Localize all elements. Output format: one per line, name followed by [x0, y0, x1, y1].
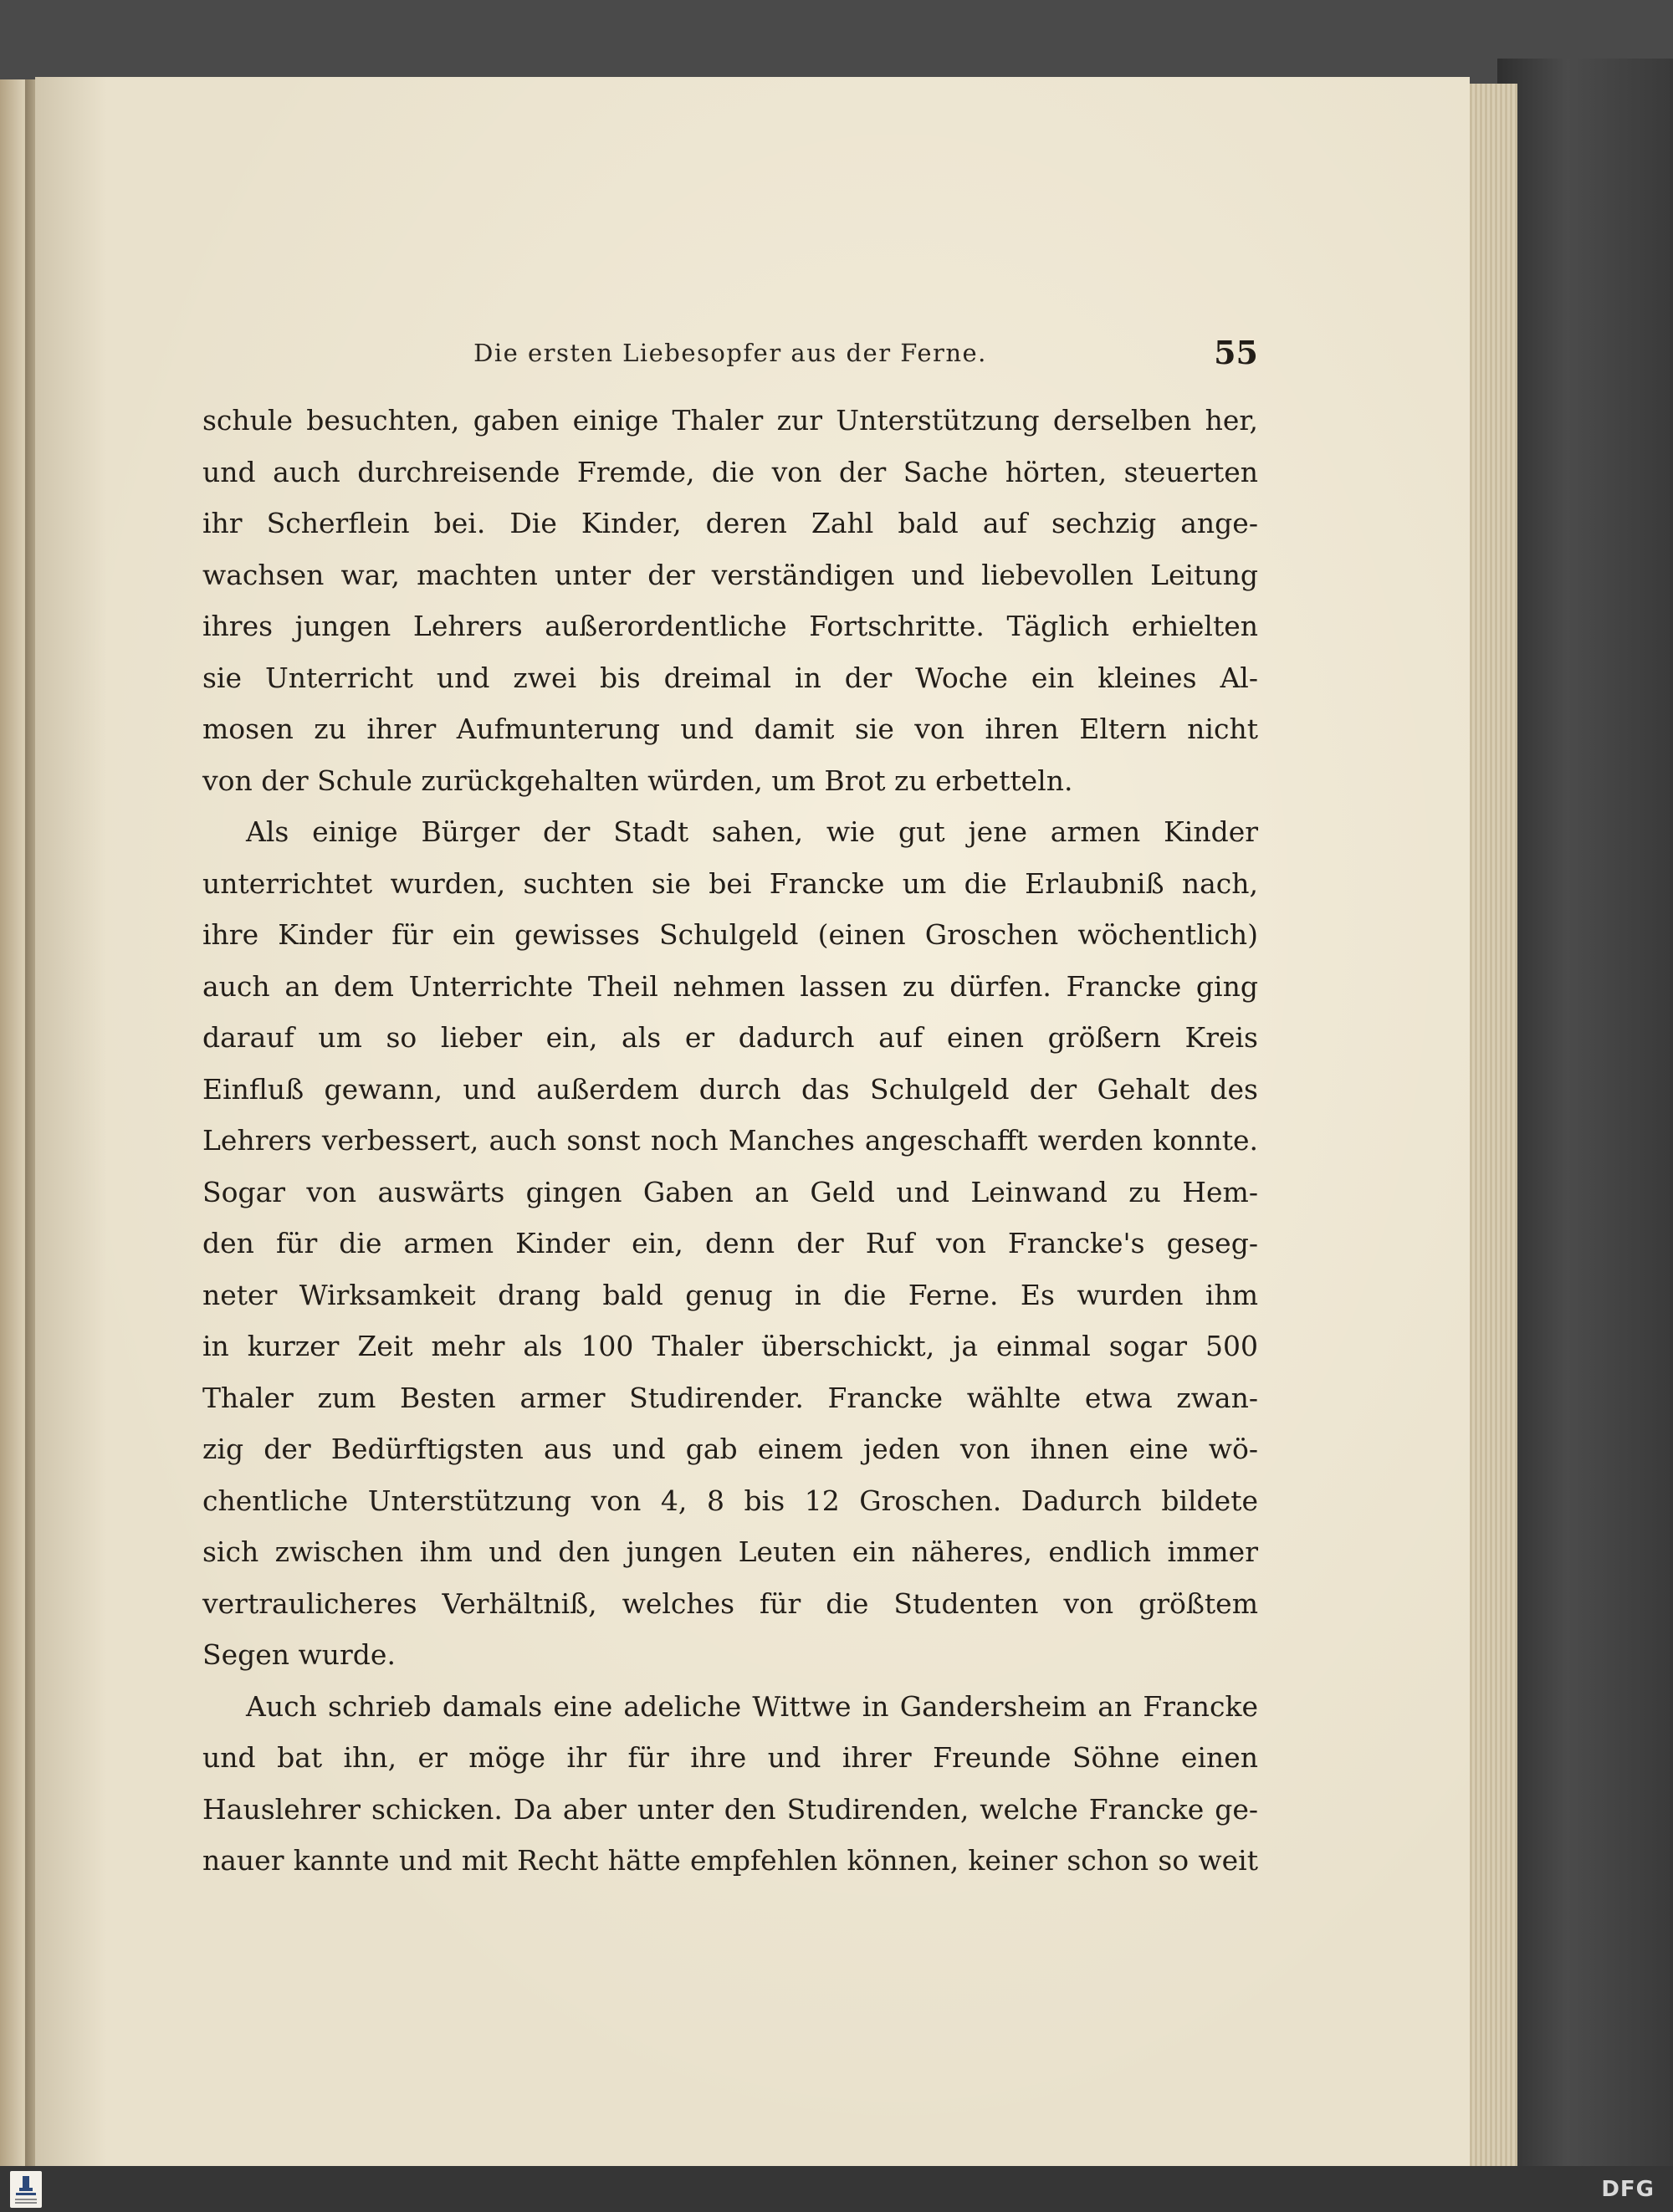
text-line: neter Wirksamkeit drang bald genug in die Ferne. Es wurden ihm [202, 1278, 1258, 1311]
text-line: sie Unterricht und zwei bis dreimal in der Woche ein kleines Al- [202, 661, 1258, 694]
viewer-footer-bar [0, 2166, 1673, 2212]
text-line: Sogar von auswärts gingen Gaben an Geld und Leinwand zu Hem- [202, 1175, 1258, 1208]
text-line: Auch schrieb damals eine adeliche Wittwe in Gandersheim an Francke [246, 1689, 1258, 1723]
text-line: ihr Scherflein bei. Die Kinder, deren Zahl bald auf sechzig ange- [202, 507, 1258, 539]
text-line: ihre Kinder für ein gewisses Schulgeld (einen Groschen wöchentlich) [202, 918, 1258, 951]
book-page [35, 77, 1470, 2166]
text-line: nauer kannte und mit Recht hätte empfehlen können, keiner schon so weit [202, 1844, 1258, 1877]
text-line: vertraulicheres Verhältniß, welches für die Studenten von größtem [202, 1586, 1258, 1620]
page-header [202, 328, 1258, 378]
page-number: 55 [1214, 334, 1258, 371]
text-line: Einfluß gewann, und außerdem durch das Schulgeld der Gehalt des [202, 1072, 1258, 1106]
text-line: sich zwischen ihm und den jungen Leuten ein näheres, endlich immer [202, 1535, 1258, 1568]
text-line: Thaler zum Besten armer Studirender. Francke wählte etwa zwan- [202, 1381, 1258, 1414]
text-line: Lehrers verbessert, auch sonst noch Manches angeschafft werden konnte. [202, 1124, 1258, 1157]
text-line: den für die armen Kinder ein, denn der Ruf von Francke's geseg- [202, 1227, 1258, 1259]
text-line: unterrichtet wurden, suchten sie bei Francke um die Erlaubniß nach, [202, 866, 1258, 900]
page-block-edges [1466, 84, 1517, 2166]
text-line: ihres jungen Lehrers außerordentliche Fortschritte. Täglich erhielten [202, 610, 1258, 642]
text-line: von der Schule zurückgehalten würden, um Brot zu erbetteln. [202, 764, 1073, 797]
text-line: und auch durchreisende Fremde, die von der Sache hörten, steuerten [202, 455, 1258, 488]
text-line: darauf um so lieber ein, als er dadurch auf einen größern Kreis [202, 1021, 1258, 1054]
book-cover-edge [1497, 59, 1673, 2166]
page-body-text [202, 395, 1258, 1887]
text-line: Als einige Bürger der Stadt sahen, wie gut jene armen Kinder [246, 815, 1258, 848]
text-line: zig der Bedürftigsten aus und gab einem jeden von ihnen eine wö- [202, 1433, 1258, 1465]
text-line: Segen wurde. [202, 1638, 396, 1671]
text-line: mosen zu ihrer Aufmunterung und damit sie von ihren Eltern nicht [202, 713, 1258, 745]
text-line: und bat ihn, er möge ihr für ihre und ihrer Freunde Söhne einen [202, 1741, 1258, 1774]
dfg-logo: DFG [1601, 2177, 1655, 2202]
library-logo-icon [10, 2171, 42, 2208]
text-line: chentliche Unterstützung von 4, 8 bis 12 Groschen. Dadurch bildete [202, 1484, 1258, 1517]
text-line: wachsen war, machten unter der verständigen und liebevollen Leitung [202, 558, 1258, 591]
text-line: schule besuchten, gaben einige Thaler zur Unterstützung derselben her, [202, 404, 1258, 437]
text-line: auch an dem Unterrichte Theil nehmen lassen zu dürfen. Francke ging [202, 969, 1258, 1003]
text-line: Hauslehrer schicken. Da aber unter den Studirenden, welche Francke ge- [202, 1792, 1258, 1826]
running-title: Die ersten Liebesopfer aus der Ferne. [473, 339, 987, 367]
text-line: in kurzer Zeit mehr als 100 Thaler überschickt, ja einmal sogar 500 [202, 1330, 1258, 1362]
